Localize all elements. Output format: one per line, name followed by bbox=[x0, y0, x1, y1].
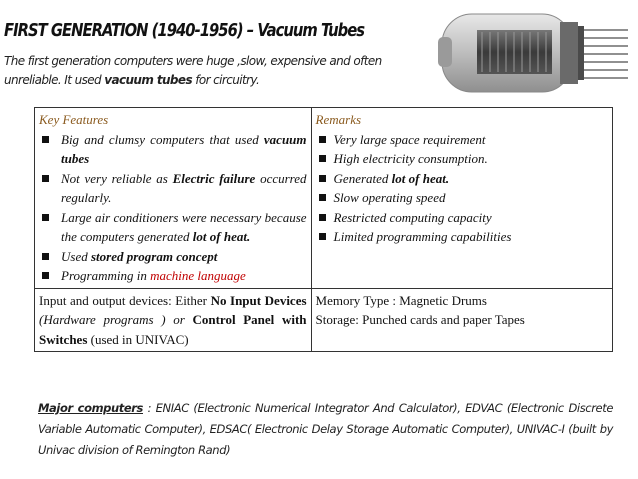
key-features-cell bbox=[35, 108, 312, 289]
bullet-icon bbox=[319, 136, 326, 143]
table-row bbox=[35, 288, 613, 352]
memory-cell bbox=[311, 288, 612, 352]
remark-text: Slow operating speed bbox=[333, 190, 446, 205]
list-item bbox=[39, 208, 307, 247]
storage-type: Storage: Punched cards and paper Tapes bbox=[315, 312, 525, 327]
list-item bbox=[316, 130, 608, 150]
remark-text: Restricted computing capacity bbox=[333, 209, 492, 225]
feature-keyword: Electric failure bbox=[172, 170, 256, 186]
major-computers-text: : ENIAC (Electronic Numerical Integrator And Calculator), EDVAC (Electronic Discrete Variable Automatic Computer), EDSAC( Electronic Delay Storage Automatic Computer), UNIVAC-I (built by Univac division of Remington Rand) bbox=[38, 401, 613, 457]
remark-text: Limited programming capabilities bbox=[333, 229, 512, 244]
bullet-icon bbox=[42, 136, 49, 143]
remarks-list bbox=[316, 130, 608, 247]
key-features-list bbox=[39, 130, 307, 286]
generation-table bbox=[34, 107, 613, 352]
memory-type: Memory Type : Magnetic Drums bbox=[315, 292, 487, 308]
list-item bbox=[39, 169, 307, 208]
list-item bbox=[316, 208, 608, 228]
list-item bbox=[39, 247, 307, 267]
feature-keyword: lot of heat. bbox=[192, 229, 251, 244]
list-item bbox=[39, 266, 307, 286]
bullet-icon bbox=[319, 194, 326, 201]
list-item bbox=[316, 149, 608, 169]
feature-text: Used bbox=[61, 248, 91, 264]
intro-text bbox=[4, 52, 434, 90]
remark-keyword: lot of heat. bbox=[391, 170, 450, 186]
remarks-cell bbox=[311, 108, 612, 289]
table-row bbox=[35, 108, 613, 289]
feature-keyword: stored program concept bbox=[90, 248, 218, 264]
list-item bbox=[316, 188, 608, 208]
feature-text: Large air conditioners were necessary because the computers generated bbox=[61, 209, 307, 244]
io-keyword: Control Panel with Switches bbox=[39, 312, 307, 347]
feature-highlight: machine language bbox=[150, 268, 246, 283]
intro-keyword: vacuum tubes bbox=[104, 73, 193, 87]
remark-text: Generated bbox=[333, 170, 392, 186]
intro-text-part1: The first generation computers were huge ,slow, expensive and often unreliable. It used bbox=[4, 54, 382, 87]
io-text: (Hardware programs ) or bbox=[39, 312, 193, 327]
major-computers bbox=[38, 398, 613, 461]
bullet-icon bbox=[42, 253, 49, 260]
io-devices-cell bbox=[35, 288, 312, 352]
bullet-icon bbox=[319, 175, 326, 182]
bullet-icon bbox=[319, 155, 326, 162]
remarks-header: Remarks bbox=[315, 112, 362, 127]
list-item bbox=[316, 227, 608, 247]
remark-text: Very large space requirement bbox=[333, 131, 486, 147]
key-features-header: Key Features bbox=[39, 112, 109, 127]
remark-text: High electricity consumption. bbox=[333, 151, 488, 166]
major-computers-label: Major computers bbox=[38, 401, 143, 415]
feature-text: Programming in bbox=[61, 268, 151, 283]
list-item bbox=[316, 169, 608, 189]
list-item bbox=[39, 130, 307, 169]
bullet-icon bbox=[42, 272, 49, 279]
slide-title: FIRST GENERATION (1940-1956) – Vacuum Tubes bbox=[4, 20, 365, 41]
bullet-icon bbox=[319, 233, 326, 240]
bullet-icon bbox=[42, 214, 49, 221]
vacuum-tube-image bbox=[432, 2, 632, 102]
intro-text-part2: for circuitry. bbox=[192, 73, 260, 87]
io-text: Input and output devices: Either bbox=[39, 292, 211, 308]
feature-text: Not very reliable as bbox=[61, 170, 173, 186]
io-keyword: No Input Devices bbox=[210, 292, 307, 308]
feature-text: Big and clumsy computers that used bbox=[61, 131, 264, 147]
bullet-icon bbox=[319, 214, 326, 221]
io-text: (used in UNIVAC) bbox=[87, 331, 189, 347]
feature-text: occurred regularly. bbox=[61, 170, 307, 205]
bullet-icon bbox=[42, 175, 49, 182]
feature-keyword: vacuum tubes bbox=[61, 131, 307, 166]
